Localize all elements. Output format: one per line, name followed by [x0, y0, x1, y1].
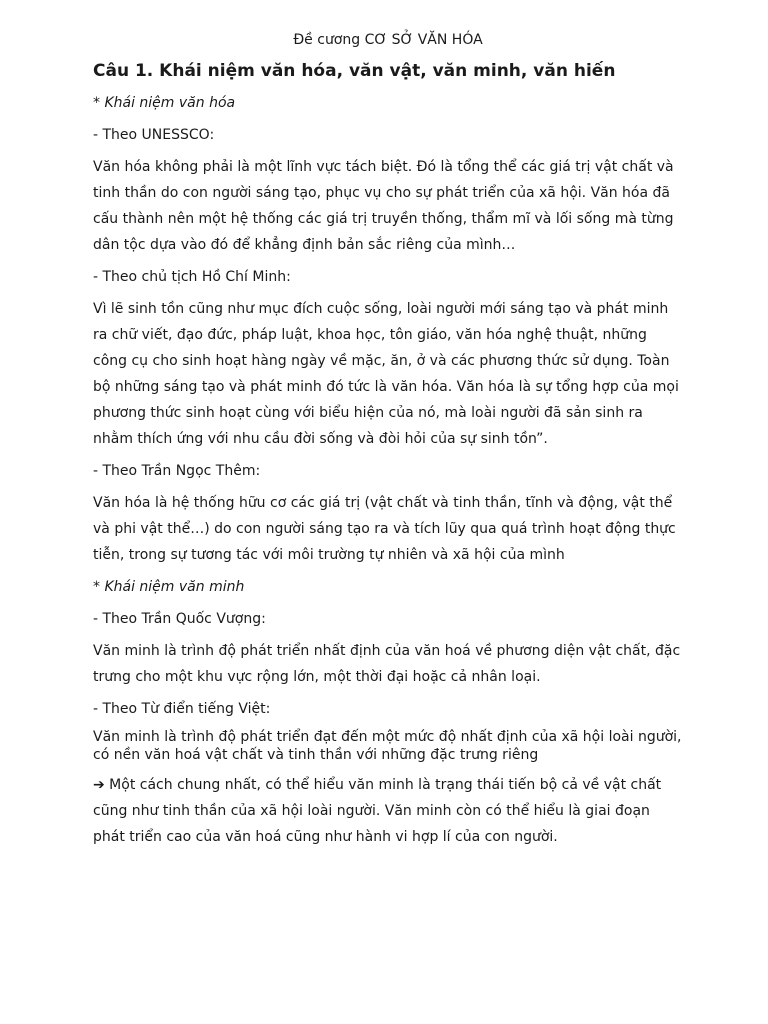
source-tran-ngoc-them: - Theo Trần Ngọc Thêm: [93, 463, 261, 479]
source-tran-quoc-vuong: - Theo Trần Quốc Vượng: [93, 611, 266, 627]
document-page [93, 30, 683, 856]
document-header: Đề cương CƠ SỞ VĂN HÓA [293, 32, 483, 48]
paragraph-tran-quoc-vuong: Văn minh là trình độ phát triển nhất định của văn hoá về phương diện vật chất, đặc trưng cho một khu vực rộng lớn, một thời đại hoặc cả nhân loại. [93, 643, 681, 685]
section-heading-culture: * Khái niệm văn hóa [93, 95, 236, 111]
arrow-right-icon: ➔ [93, 777, 105, 793]
source-ho-chi-minh: - Theo chủ tịch Hồ Chí Minh: [93, 269, 291, 285]
source-unesco: - Theo UNESSCO: [93, 127, 215, 143]
paragraph-unesco: Văn hóa không phải là một lĩnh vực tách biệt. Đó là tổng thể các giá trị vật chất và tinh thần do con người sáng tạo, phục vụ cho sự phát triển của xã hội. Văn hóa đã cấu thành nên một hệ thống các giá trị truyền thống, thẩm mĩ và lối sống mà từng dân tộc dựa vào đó để khẳng định bản sắc riêng của mình… [93, 159, 674, 253]
paragraph-ho-chi-minh: Vì lẽ sinh tồn cũng như mục đích cuộc sống, loài người mới sáng tạo và phát minh ra chữ viết, đạo đức, pháp luật, khoa học, tôn giáo, văn hóa nghệ thuật, những công cụ cho sinh hoạt hàng ngày về mặc, ăn, ở và các phương thức sử dụng. Toàn bộ những sáng tạo và phát minh đó tức là văn hóa. Văn hóa là sự tổng hợp của mọi phương thức sinh hoạt cùng với biểu hiện của nó, mà loài người đã sản sinh ra nhằm thích ứng với nhu cầu đời sống và đòi hỏi của sự sinh tồn”. [93, 301, 679, 447]
question-title: Câu 1. Khái niệm văn hóa, văn vật, văn minh, văn hiến [93, 61, 616, 81]
paragraph-conclusion [93, 772, 683, 850]
source-dictionary: - Theo Từ điển tiếng Việt: [93, 701, 271, 717]
conclusion-text: Một cách chung nhất, có thể hiểu văn minh là trạng thái tiến bộ cả về vật chất cũng như tinh thần của xã hội loài người. Văn minh còn có thể hiểu là giai đoạn phát triển cao của văn hoá cũng như hành vi hợp lí của con người. [93, 777, 662, 845]
section-heading-civilization: * Khái niệm văn minh [93, 579, 245, 595]
paragraph-tran-ngoc-them: Văn hóa là hệ thống hữu cơ các giá trị (vật chất và tinh thần, tĩnh và động, vật thể và phi vật thể…) do con người sáng tạo ra và tích lũy qua quá trình hoạt động thực tiễn, trong sự tương tác với môi trường tự nhiên và xã hội của mình [93, 495, 676, 563]
paragraph-dictionary: Văn minh là trình độ phát triển đạt đến một mức độ nhất định của xã hội loài người, có nền văn hoá vật chất và tinh thần với những đặc trưng riêng [93, 729, 682, 763]
